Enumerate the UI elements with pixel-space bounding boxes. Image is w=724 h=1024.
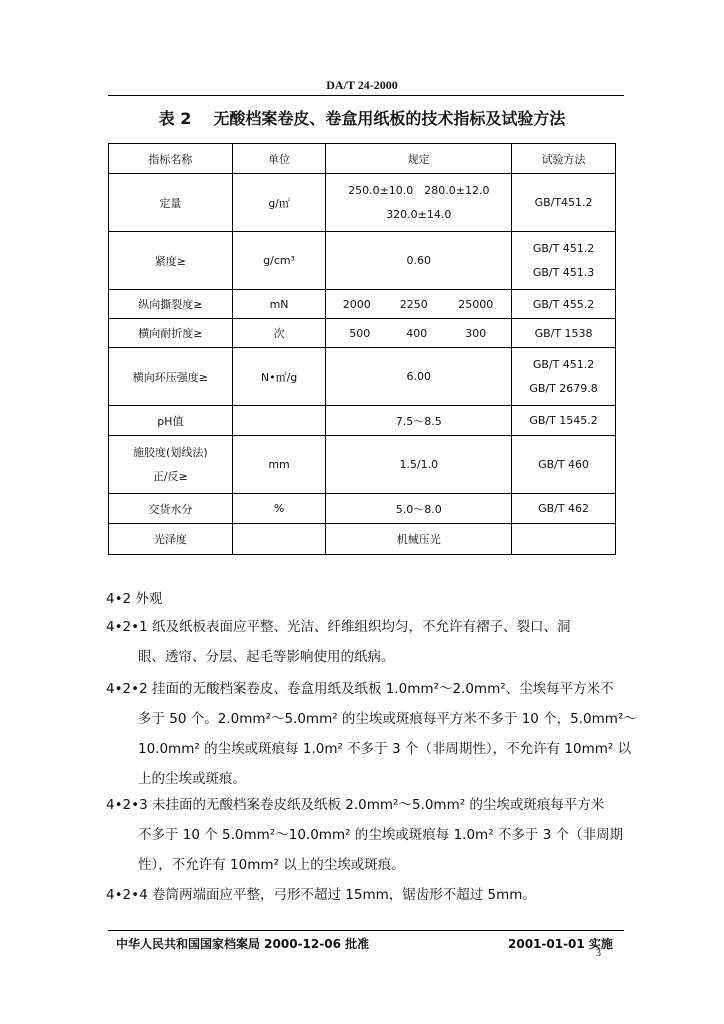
spec-table (108, 143, 616, 555)
spec-value: 500 (349, 326, 371, 340)
section-4-2-4 (106, 880, 536, 910)
method-line: GB/T 451.2 (532, 357, 595, 371)
implementation-date: 2001-01-01 实施 (508, 937, 613, 951)
col-header-name: 指标名称 (109, 144, 233, 174)
spec-line: 250.0±10.0 280.0±12.0 (348, 183, 490, 197)
row-method: GB/T 1545.2 (512, 406, 616, 436)
method-line: GB/T 451.3 (532, 265, 595, 279)
spec-value: 2250 (399, 297, 428, 311)
table-title (0, 106, 724, 129)
spec-value: 400 (406, 326, 428, 340)
row-method (512, 348, 616, 406)
section-line: 4•2•3 未挂面的无酸档案卷皮纸及纸板 2.0mm²～5.0mm² 的尘埃或斑痕每平方米 (106, 797, 605, 813)
section-line: 不多于 10 个 5.0mm²～10.0mm² 的尘埃或斑痕每 1.0m² 不多于 3 个（非周期 (138, 827, 624, 843)
page-number: 3 (596, 948, 601, 959)
row-spec: 6.00 (326, 348, 512, 406)
section-line: 多于 50 个。2.0mm²～5.0mm² 的尘埃或斑痕每平方米不多于 10 个，5.0mm²～ (138, 711, 637, 727)
row-name: 横向环压强度≥ (109, 348, 233, 406)
table-title-text: 无酸档案卷皮、卷盒用纸板的技术指标及试验方法 (213, 109, 566, 128)
footer-rule (108, 930, 624, 931)
row-unit: % (232, 494, 326, 524)
row-unit: mm (232, 436, 326, 494)
col-header-spec: 规定 (326, 144, 512, 174)
section-line: 4•2•2 挂面的无酸档案卷皮、卷盒用纸及纸板 1.0mm²～2.0mm²、尘埃每平方米不 (106, 681, 614, 697)
header-rule (108, 95, 624, 96)
spec-value: 2000 (342, 297, 371, 311)
table-row (109, 290, 616, 319)
row-spec (326, 290, 512, 319)
row-name: pH值 (109, 406, 233, 436)
section-line: 眼、透帘、分层、起毛等影响使用的纸病。 (138, 649, 395, 665)
section-line: 4•2•4 卷筒两端面应平整，弓形不超过 15mm，锯齿形不超过 5mm。 (106, 887, 536, 903)
table-row (109, 436, 616, 494)
row-spec (326, 319, 512, 348)
section-4-2-2 (106, 674, 637, 794)
row-unit: mN (232, 290, 326, 319)
table-row (109, 174, 616, 232)
row-name: 紧度≥ (109, 232, 233, 290)
section-4-2-1 (106, 612, 570, 672)
row-name: 光泽度 (109, 524, 233, 555)
section-line: 性），不允许有 10mm² 以上的尘埃或斑痕。 (138, 857, 405, 873)
table-row (109, 319, 616, 348)
name-line: 正/反≥ (152, 469, 188, 483)
row-spec: 1.5/1.0 (326, 436, 512, 494)
table-row (109, 232, 616, 290)
row-unit: 次 (232, 319, 326, 348)
standard-number: DA/T 24-2000 (326, 78, 398, 92)
table-header-row (109, 144, 616, 174)
row-method: GB/T451.2 (512, 174, 616, 232)
row-spec: 5.0～8.0 (326, 494, 512, 524)
row-name: 定量 (109, 174, 233, 232)
row-unit: g/㎡ (232, 174, 326, 232)
table-row (109, 406, 616, 436)
spec-line: 320.0±14.0 (386, 207, 452, 221)
method-line: GB/T 451.2 (532, 241, 595, 255)
row-method (512, 232, 616, 290)
row-spec (326, 174, 512, 232)
row-spec: 机械压光 (326, 524, 512, 555)
section-4-2-3 (106, 790, 623, 880)
col-header-method: 试验方法 (512, 144, 616, 174)
section-line: 4•2 外观 (106, 591, 163, 607)
method-line: GB/T 2679.8 (529, 381, 598, 395)
row-spec: 7.5～8.5 (326, 406, 512, 436)
table-row (109, 494, 616, 524)
section-line: 上的尘埃或斑痕。 (138, 771, 246, 787)
row-name: 纵向撕裂度≥ (109, 290, 233, 319)
row-spec: 0.60 (326, 232, 512, 290)
row-unit (232, 406, 326, 436)
row-method: GB/T 460 (512, 436, 616, 494)
section-line: 10.0mm² 的尘埃或斑痕每 1.0m² 不多于 3 个（非周期性），不允许有 10mm² 以 (138, 741, 632, 757)
row-method: GB/T 455.2 (512, 290, 616, 319)
section-line: 4•2•1 纸及纸板表面应平整、光洁、纤维组织均匀，不允许有褶子、裂口、洞 (106, 619, 571, 635)
table-row (109, 524, 616, 555)
col-header-unit: 单位 (232, 144, 326, 174)
row-unit: g/cm³ (232, 232, 326, 290)
name-line: 施胶度(划线法) (133, 445, 208, 459)
row-unit: N•㎡/g (232, 348, 326, 406)
section-4-2-heading (106, 584, 162, 614)
approval-note: 中华人民共和国国家档案局 2000-12-06 批准 (116, 937, 370, 951)
spec-value: 300 (465, 326, 487, 340)
table-number: 表 2 (158, 109, 192, 128)
spec-value: 25000 (458, 297, 494, 311)
row-method: GB/T 462 (512, 494, 616, 524)
table-row (109, 348, 616, 406)
row-name: 横向耐折度≥ (109, 319, 233, 348)
row-unit (232, 524, 326, 555)
row-name (109, 436, 233, 494)
row-method (512, 524, 616, 555)
row-method: GB/T 1538 (512, 319, 616, 348)
row-name: 交货水分 (109, 494, 233, 524)
